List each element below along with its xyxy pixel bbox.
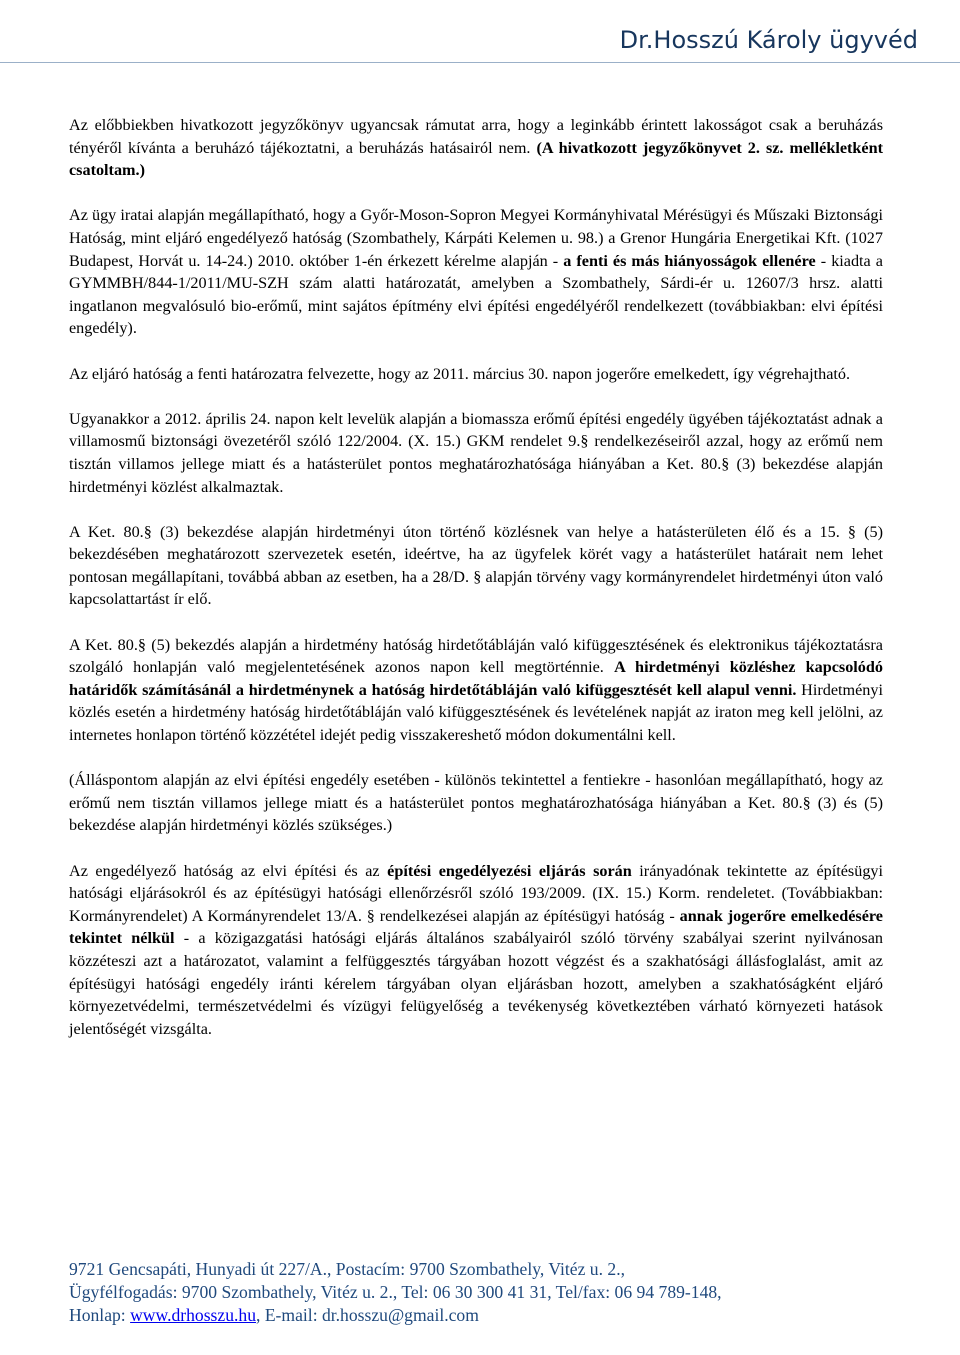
website-link[interactable]: www.drhosszu.hu (130, 1305, 257, 1325)
footer-contact: Honlap: www.drhosszu.hu, E-mail: dr.hosszu@gmail.com (69, 1305, 479, 1325)
bold-text: A hirdetményi közléshez kapcsolódó határidők számításánál a hirdetménynek a hatóság hirdetőtábláján való kifüggesztését kell alapul venni. (69, 658, 883, 699)
paragraph-4: Ugyanakkor a 2012. április 24. napon kelt levelük alapján a biomassza erőmű építési engedély ügyében tájékoztatást adnak a villamosmű biztonsági övezetéről szóló 122/2004. (X. 15.) GKM rendelet 9.§ rendelkezéseiről azzal, hogy az erőmű nem tisztán villamos jellege miatt és a hatásterület pontos meghatározhatósága hiányában a Ket. 80.§ (3) bekezdése alapján hirdetményi közlést alkalmaztak. (69, 409, 883, 496)
footer-address: 9721 Gencsapáti, Hunyadi út 227/A., Postacím: 9700 Szombathely, Vitéz u. 2., (69, 1259, 625, 1279)
paragraph-5: A Ket. 80.§ (3) bekezdése alapján hirdetményi úton történő közlésnek van helye a hatásterületen élő és a 15. § (5) bekezdésében meghatározott szervezetek esetén, ideértve, ha az ügyfelek körét vagy a hatásterület határait nem lehet pontosan megállapítani, továbbá abban az esetben, ha a 28/D. § alapján törvény vagy kormányrendelet hirdetményi úton való kapcsolattartást ír elő. (69, 522, 883, 609)
paragraph-7: (Álláspontom alapján az elvi építési engedély esetében - különös tekintettel a fentiekre - hasonlóan megállapítható, hogy az erőmű nem tisztán villamos jellege miatt és a hatásterület pontos meghatározhatósága hiányában a Ket. 80.§ (3) és (5) bekezdése alapján hirdetményi közlés szükséges.) (69, 771, 883, 835)
paragraph-1: Az előbbiekben hivatkozott jegyzőkönyv ugyancsak rámutat arra, hogy a leginkább érintett lakosságot csak a beruházás tényéről kívánta a beruházó tájékoztatni, a beruházás hatásairól nem. (A hivatkozott jegyzőkönyvet 2. sz. mellékletként csatoltam.) (69, 116, 883, 180)
paragraph-3: Az eljáró hatóság a fenti határozatra felvezette, hogy az 2011. március 30. napon jogerőre emelkedett, így végrehajtható. (69, 364, 851, 383)
paragraph-6: A Ket. 80.§ (5) bekezdés alapján a hirdetmény hatóság hirdetőtábláján való kifüggesztésének és elektronikus tájékoztatásra szolgáló honlapján való megjelentetésének azonos napon kell megtörténnie. A hirdetményi közléshez kapcsolódó határidők számításánál a hirdetménynek a hatóság hirdetőtábláján való kifüggesztését kell alapul venni. Hirdetményi közlés esetén a hirdetmény hatóság hirdetőtábláján való kifüggesztésének és levételének napját az iraton meg kell jelölni, az internetes honlapon történő közzététel idejét pedig visszakereshető módon dokumentálni kell. (69, 635, 883, 745)
page-header-title: Dr.Hosszú Károly ügyvéd (619, 26, 918, 54)
page-footer (69, 1258, 919, 1327)
header-divider (0, 62, 960, 63)
document-body (69, 114, 883, 1063)
bold-text: (A hivatkozott jegyzőkönyvet 2. sz. mellékletként csatoltam.) (69, 138, 883, 180)
paragraph-8: Az engedélyező hatóság az elvi építési és az építési engedélyezési eljárás során irányadónak tekintette az építésügyi hatósági eljárásokról és az építésügyi hatósági ellenőrzésről szóló 193/2009. (IX. 15.) Korm. rendeletet. (Továbbiakban: Kormányrendelet) A Kormányrendelet 13/A. § rendelkezései alapján az építésügyi hatóság - annak jogerőre emelkedésére tekintet nélkül - a közigazgatási hatósági eljárás általános szabályairól szóló törvény szabályai szerint nyilvánosan közzéteszi azt a határozatot, valamint a felfüggesztés tárgyában hozott végzést és a szakhatósági állásfoglalást, amit az építésügyi hatósági engedély iránti kérelem tárgyában olyan eljárásban hozott, amelyben a szakhatóságként eljáró környezetvédelmi, természetvédelmi és vízügyi felügyelőség a tevékenység következtében várható környezeti hatások jelentőségét vizsgálta. (69, 861, 884, 1038)
bold-text: a fenti és más hiányosságok ellenére (563, 251, 816, 270)
paragraph-2: Az ügy iratai alapján megállapítható, hogy a Győr-Moson-Sopron Megyei Kormányhivatal Mérésügyi és Műszaki Biztonsági Hatóság, mint eljáró engedélyező hatóság (Szombathely, Kárpáti Kelemen u. 98.) a Grenor Hungária Energetikai Kft. (1027 Budapest, Horvát u. 14-24.) 2010. október 1-én érkezett kérelme alapján - a fenti és más hiányosságok ellenére - kiadta a GYMMBH/844-1/2011/MU-SZH szám alatti határozatát, amelyben a Szombathely, Sárdi-ér u. 12607/3 hrsz. alatti ingatlanon megvalósuló bio-erőmű, mint sajátos építmény elvi építési engedélyéről rendelkezett (továbbiakban: elvi építési engedély). (69, 206, 883, 338)
footer-office-hours: Ügyfélfogadás: 9700 Szombathely, Vitéz u. 2., Tel: 06 30 300 41 31, Tel/fax: 06 94 789-148, (69, 1282, 722, 1302)
bold-text: építési engedélyezési eljárás során (387, 861, 632, 880)
bold-text: annak jogerőre emelkedésére tekintet nélkül (69, 906, 883, 948)
